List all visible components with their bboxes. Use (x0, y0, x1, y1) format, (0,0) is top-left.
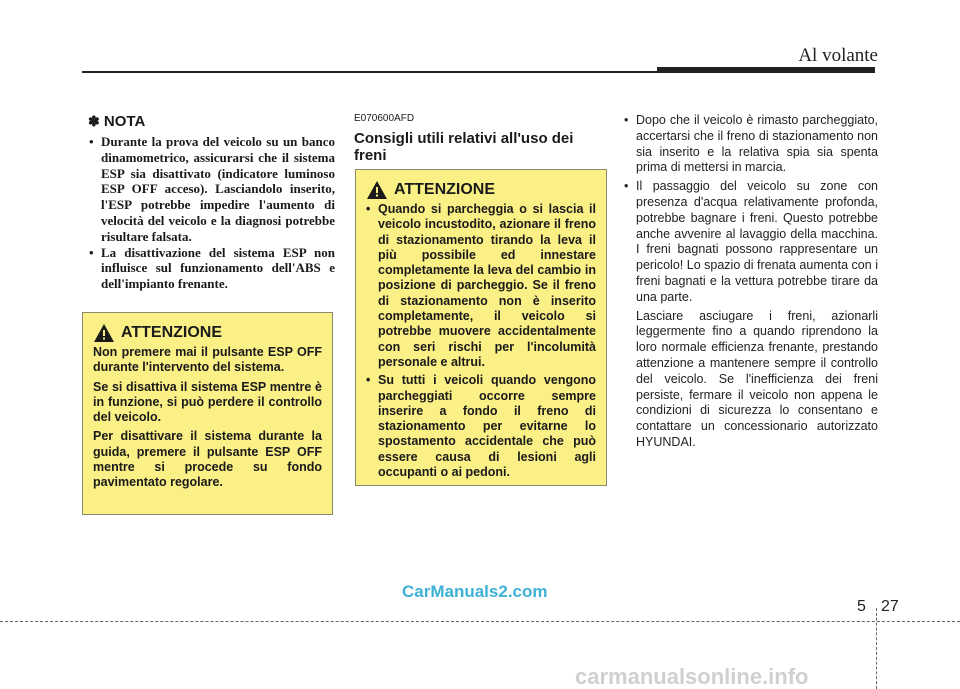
right-column (622, 113, 878, 451)
section-code: E070600AFD (354, 113, 415, 124)
page-number: 27 (881, 598, 899, 615)
watermark-link[interactable]: CarManuals2.com (402, 582, 548, 601)
footer-divider (876, 608, 877, 689)
left-column (88, 113, 335, 292)
warning-heading (93, 323, 322, 343)
star-icon: ✽ (88, 113, 100, 129)
chapter-number: 5 (857, 598, 866, 615)
nota-item: • La disattivazione del sistema ESP non influisce sul funzionamento dell'ABS e dell'impianto frenante. (88, 245, 335, 292)
footer-site-watermark: carmanualsonline.info (575, 664, 809, 689)
warning-triangle-icon (93, 323, 115, 343)
warning-title: ATTENZIONE (394, 181, 496, 198)
nota-title: NOTA (103, 113, 146, 130)
warning-paragraph: Se si disattiva il sistema ESP mentre è in funzione, si può perdere il controllo del veicolo. (93, 379, 322, 425)
warning-box-brakes (355, 169, 607, 486)
header-rule (82, 71, 657, 73)
warning-triangle-icon (366, 180, 388, 200)
nota-list (88, 134, 335, 292)
warning-box-esp (82, 312, 333, 515)
brake-tips-list (622, 113, 878, 306)
warning-paragraph: Per disattivare il sistema durante la guida, premere il pulsante ESP OFF mentre si procede su fondo pavimentato regolare. (93, 429, 322, 490)
warning-paragraph: Non premere mai il pulsante ESP OFF durante l'intervento del sistema. (93, 345, 322, 375)
nota-heading (88, 113, 335, 130)
header-rule-accent (657, 67, 875, 73)
warning-list (366, 202, 596, 480)
page-header-title: Al volante (798, 45, 878, 66)
nota-item: • Durante la prova del veicolo su un banco dinamometrico, assicurarsi che il sistema ESP sia disattivato (indicatore luminoso ESP OFF acceso). Lasciandolo inserito, l'ESP potrebbe impedire l'aumento di velocità del veicolo e la diagnosi potrebbe risultare falsata. (88, 134, 335, 245)
warning-title: ATTENZIONE (121, 324, 223, 341)
section-title: Consigli utili relativi all'uso dei freni (354, 130, 574, 164)
footer-rule (0, 621, 960, 622)
brake-tip-paragraph: Lasciare asciugare i freni, azionarli leggermente fino a quando riprendono la loro normale efficienza frenante, prestando attenzione a mantenere sempre il controllo del veicolo. Se l'inefficienza dei freni persiste, fermare il veicolo non appena le condizioni di sicurezza lo consentano e contattare un concessionario autorizzato HYUNDAI. (636, 308, 878, 449)
warning-item: • Su tutti i veicoli quando vengono parcheggiati occorre sempre inserire a fondo il freno di stazionamento per evitarne lo spostamento accidentale che può essere causa di lesioni agli occupanti o ai pedoni. (366, 373, 596, 480)
warning-item: • Quando si parcheggia o si lascia il veicolo incustodito, azionare il freno di stazionamento tirando la leva il più possibile ed innestare completamente la leva del cambio in posizione di parcheggio. Se il freno di stazionamento non è inserito completamente, il veicolo si potrebbe muovere accidentalmente con seri rischi per l'incolumità personale e altrui. (366, 202, 596, 370)
brake-tip-item: • Il passaggio del veicolo su zone con presenza d'acqua relativamente profonda, potrebbe bagnare i freni. Questo potrebbe anche avvenire al lavaggio della macchina. I freni bagnati possono rappresentare un pericolo! Lo spazio di frenata aumenta con i freni bagnati e la vettura potrebbe tirare da una parte. (622, 179, 878, 305)
warning-heading (366, 180, 596, 200)
brake-tip-item: • Dopo che il veicolo è rimasto parcheggiato, accertarsi che il freno di stazionamento non sia inserito e la relativa spia sia spenta prima di mettersi in marcia. (622, 113, 878, 176)
middle-column (354, 113, 606, 164)
